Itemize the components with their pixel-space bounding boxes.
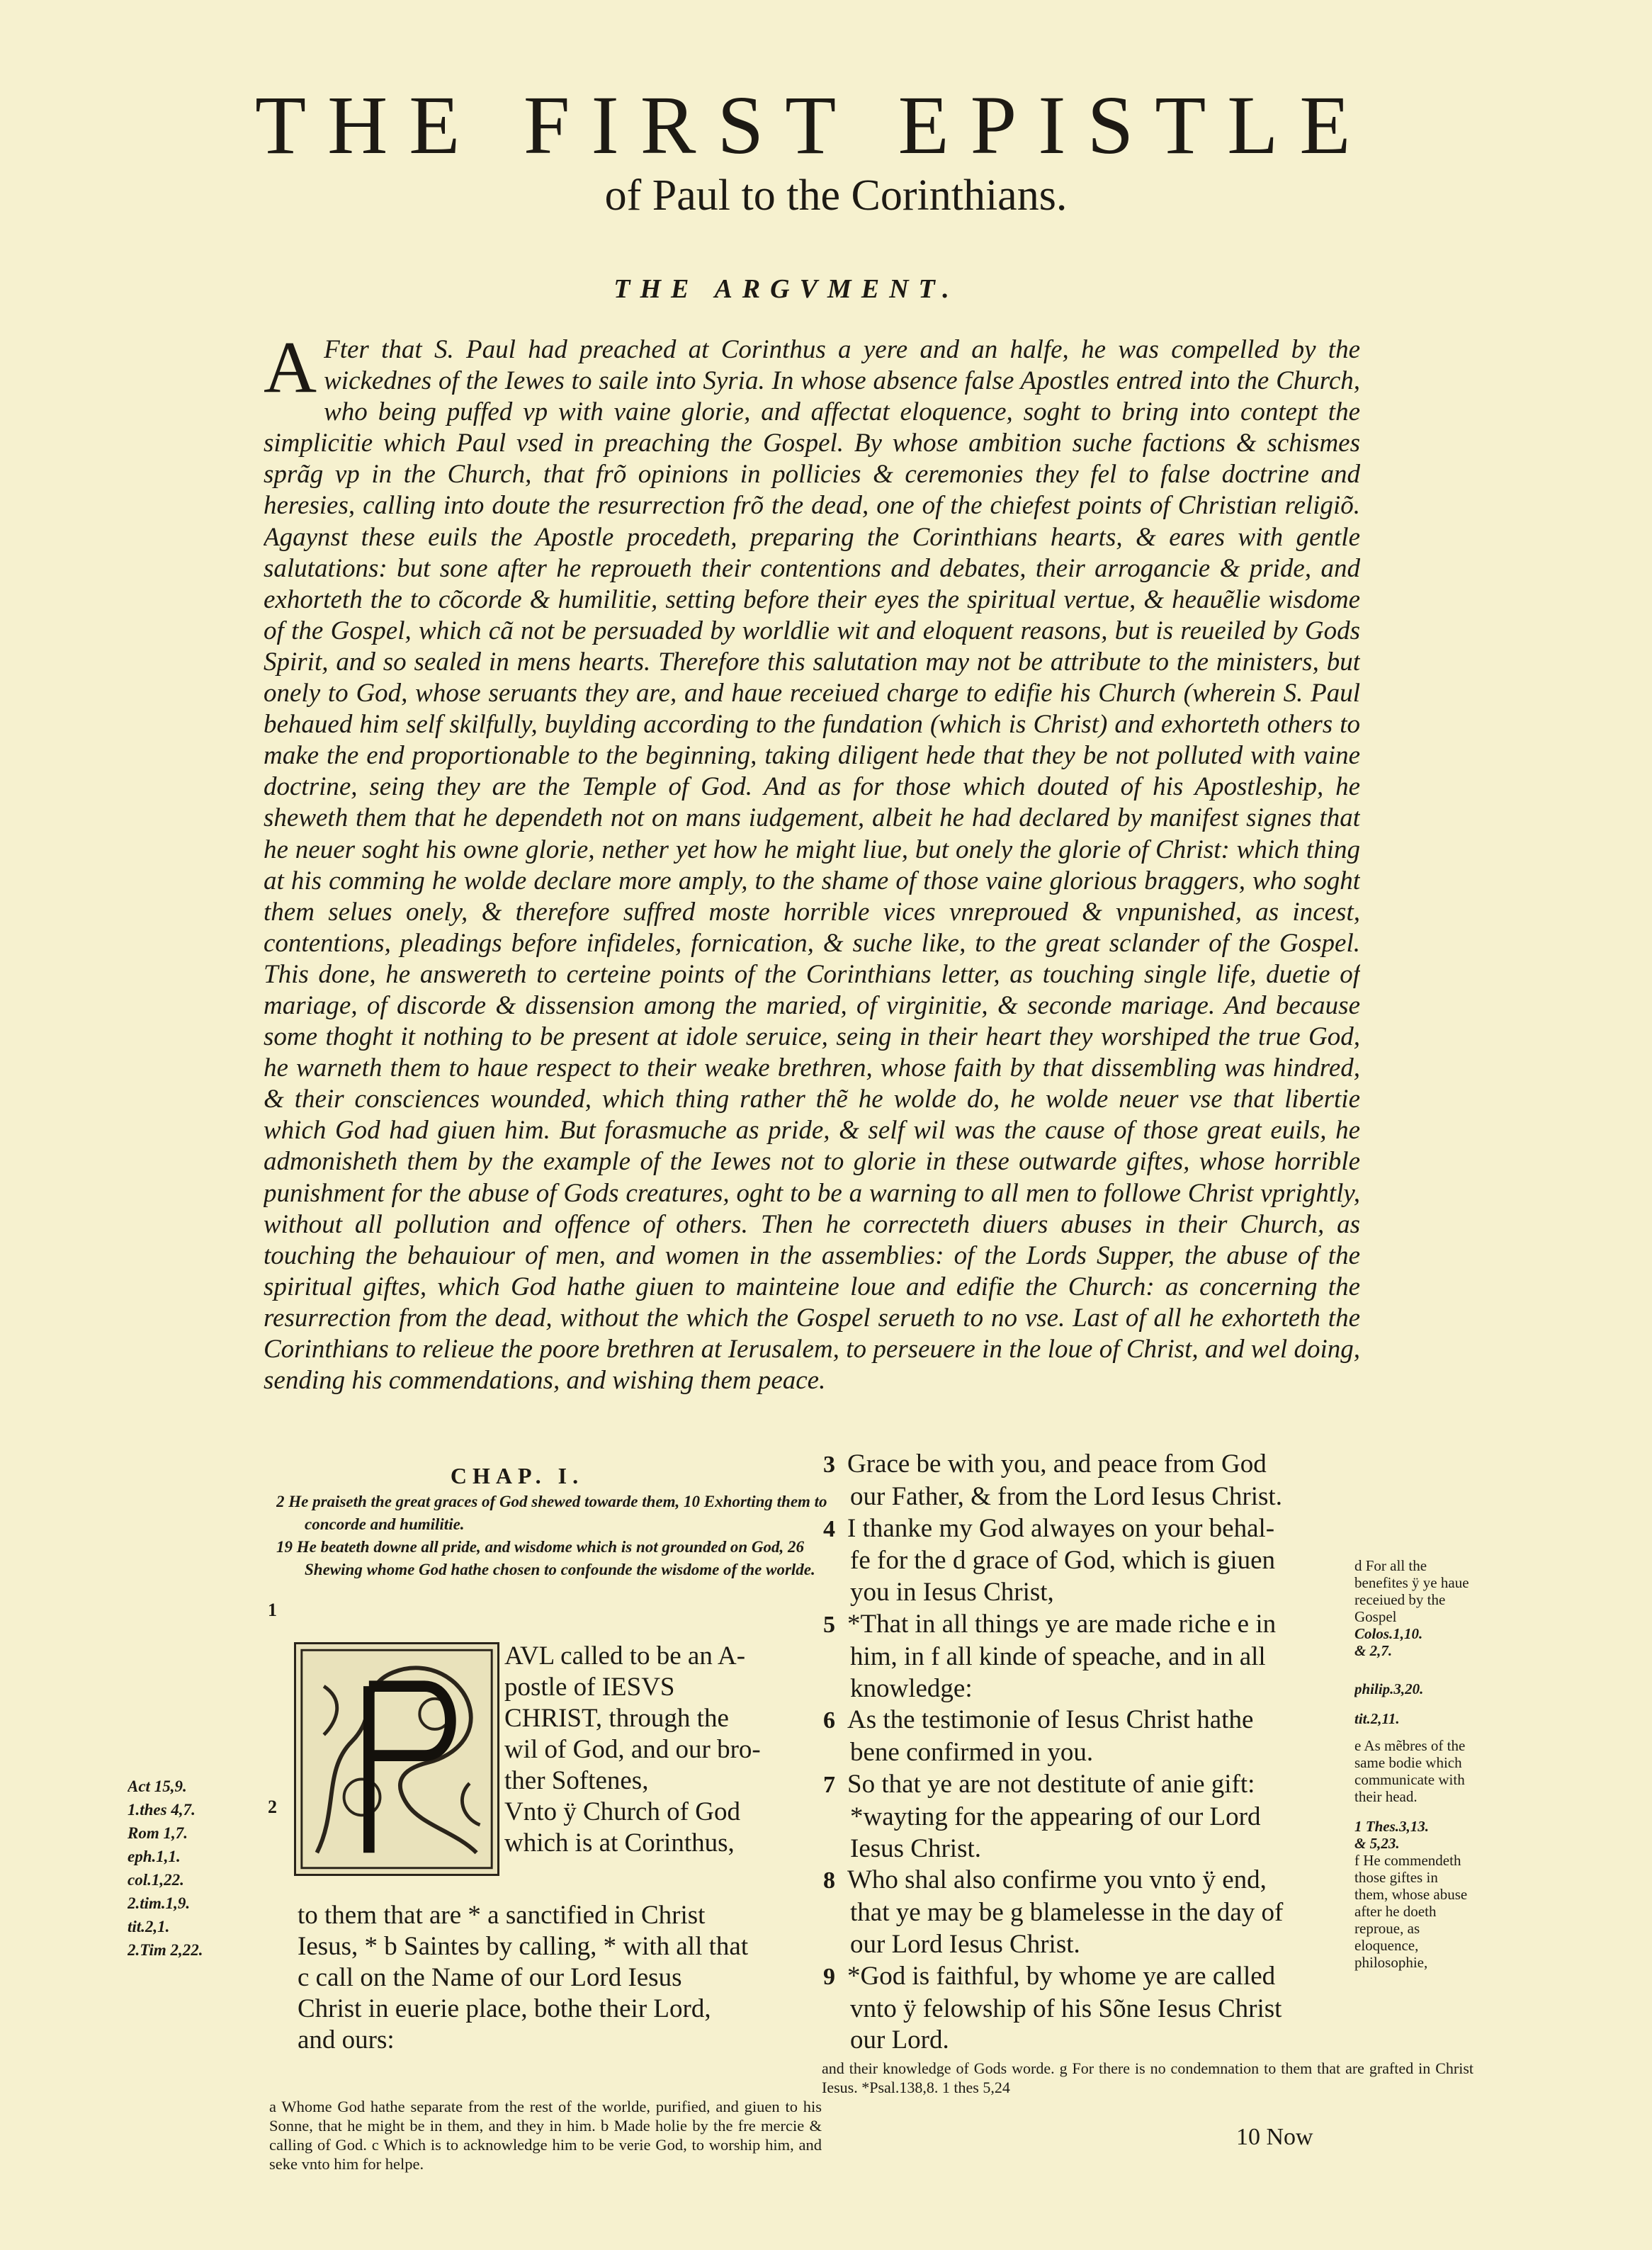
verse-line: Vnto ÿ Church of God xyxy=(504,1797,740,1826)
verse-line: *God is faithful, by whome ye are called xyxy=(847,1961,1276,1991)
catchword: 10 Now xyxy=(1236,2124,1313,2150)
verse-line: that ye may be g blamelesse in the day of xyxy=(850,1898,1284,1928)
verse-line: *That in all things ye are made riche e in xyxy=(847,1609,1277,1639)
verse-line: our Lord Iesus Christ. xyxy=(850,1929,1080,1959)
verse-line: AVL called to be an A- xyxy=(504,1641,746,1670)
verse-line: him, in f all kinde of speache, and in all xyxy=(850,1641,1266,1671)
margin-reference: tit.2,1. xyxy=(128,1918,170,1935)
verse-number: 8 xyxy=(823,1867,835,1894)
argument-paragraph xyxy=(264,334,1360,1404)
verse-8 xyxy=(822,1865,1354,1960)
verse-line: I thanke my God alwayes on your behal- xyxy=(847,1513,1275,1543)
verse-line: bene confirmed in you. xyxy=(850,1738,1094,1768)
verse-line: wil of God, and our bro- xyxy=(504,1735,761,1764)
verse-number: 1 xyxy=(268,1600,277,1620)
verse-line: So that ye are not destitute of anie gift: xyxy=(847,1769,1255,1799)
margin-reference: 1 Thes.3,13. xyxy=(1354,1818,1429,1835)
verse-3 xyxy=(822,1449,1354,1513)
argument-initial: A xyxy=(264,334,317,408)
verse-line: our Lord. xyxy=(850,2025,949,2055)
verse-line: you in Iesus Christ, xyxy=(850,1578,1054,1607)
margin-reference: tit.2,11. xyxy=(1354,1710,1400,1727)
margin-reference: philip.3,20. xyxy=(1354,1680,1424,1697)
margin-reference: eph.1,1. xyxy=(128,1848,181,1865)
margin-reference: Act 15,9. xyxy=(128,1777,187,1795)
verse-number: 9 xyxy=(823,1963,835,1990)
left-footnote: a Whome God hathe separate from the rest of the worlde, purified, and giuen to his Sonne, that he might be in them, and they in him. b Made holie by the fre mercie & calling of God. c Which is to acknowledge him to be verie God, to worship him, and seke vnto him for helpe. xyxy=(269,2098,822,2173)
verse-line: fe for the d grace of God, which is giuen xyxy=(850,1546,1276,1576)
verse-4 xyxy=(822,1513,1354,1609)
verse-line: ther Softenes, xyxy=(504,1766,649,1795)
page-title: THE FIRST EPISTLE xyxy=(255,79,1372,171)
verse-line: our Father, & from the Lord Iesus Christ. xyxy=(850,1481,1282,1511)
verse-line: CHRIST, through the xyxy=(504,1704,729,1733)
margin-reference: & 2,7. xyxy=(1354,1642,1393,1659)
argument-text: Fter that S. Paul had preached at Corinthus a yere and an halfe, he was compelled by the wickednes of the Iewes to saile into Syria. In whose absence false Apostles entred into the Church, who being puffed vp with vaine glorie, and affectat eloquence, soght to bring into contept the simplicitie which Paul vsed in preaching the Gospel. By whose ambition suche factions & schismes sprãg vp in the Church, that frõ opinions in pollicies & ceremonies they fel to false doctrine and heresies, calling into doute the resurrection frõ the dead, one of the chiefest points of Christian religiõ. Agaynst these euils the Apostle procedeth, preparing the Corinthians hearts, & eares with gentle salutations: but sone after he reproueth their contentions and debates, their arrogancie & pride, and exhorteth the to cõcorde & humilitie, setting before their eyes the spiritual vertue, & heauẽlie wisdome of the Gospel, which cã not be persuaded by worldlie wit and eloquent reasons, but is reueiled by Gods Spirit, and so sealed in mens hearts. Therefore this salutation may not be attribute to the ministers, but onely to God, whose seruants they are, and haue receiued charge to edifie his Church (wherein S. Paul behaued him self skilfully, buylding according to the fundation (which is Christ) and exhorteth others to make the end proportionable to the beginning, taking diligent hede that they be not polluted with vaine doctrine, seing they are the Temple of God. And as for those which douted of his Apostleship, he sheweth them that he dependeth not on mans iudgement, albeit he had declared by manifest signes that he neuer soght his owne glorie, nether yet how he might liue, but onely the glorie of Christ: which thing at his comming he wolde declare more amply, to the shame of those vaine glorious braggers, who soght them selues onely, & therefore suffred moste horrible vices vnreproued & vnpunished, as incest, contentions, pleadings before infideles, fornication, & suche like, to the great sclander of the Gospel. This done, he answereth to certeine points of the Corinthians letter, as touching single life, duetie of mariage, of discorde & dissension among the maried, of virginitie, & seconde mariage. And because some thoght it nothing to be present at idole seruice, seing in their heart they worshiped the true God, he warneth them to haue respect to their weake brethren, whose faith by that dissembling was hindred, & their consciences wounded, which thing rather thẽ he wolde do, he wolde neuer vse that libertie which God had giuen him. But forasmuche as pride, & self wil was the cause of those great euils, he admonisheth them by the example of the Iewes not to glorie in these outwarde giftes, whose horrible punishment for the abuse of Gods creatures, oght to be a warning to all men to followe Christ vprightly, without all pollution and offence of others. Then he correcteth diuers abuses in their Church, as touching the behauiour of men, and women in the assemblies: of the Lords Supper, the abuse of the spiritual giftes, which God hathe giuen to mainteine loue and edifie the Church: as concerning the resurrection from the dead, without the which the Gospel serueth to no vse. Last of all he exhorteth the Corinthians to relieue the poore brethren at Ierusalem, to perseuere in the loue of Christ, and wel doing, sending his commendations, and wishing them peace. xyxy=(264,335,1360,1396)
verse-5 xyxy=(822,1609,1354,1705)
argument-heading: THE ARGVMENT. xyxy=(613,274,959,304)
verse-9 xyxy=(822,1961,1354,2057)
right-column-verses xyxy=(822,1449,1354,2093)
margin-reference: col.1,22. xyxy=(128,1871,184,1889)
verse-line: c call on the Name of our Lord Iesus xyxy=(298,1963,682,1992)
verse-2-text xyxy=(298,1900,836,2098)
chapter-heading: CHAP. I. xyxy=(450,1463,584,1488)
verse-line: As the testimonie of Iesus Christ hathe xyxy=(847,1705,1254,1735)
margin-reference: 2.tim.1,9. xyxy=(128,1894,191,1912)
ornament-icon xyxy=(296,1644,497,1874)
verse-number: 3 xyxy=(823,1452,835,1478)
verse-line: to them that are * a sanctified in Christ xyxy=(298,1901,706,1930)
verse-line: knowledge: xyxy=(850,1673,973,1703)
chapter-summary-line: 19 He beateth downe all pride, and wisdome which is not grounded on God, 26 Shewing whome God hathe chosen to confounde the wisdome of the worlde. xyxy=(276,1538,815,1578)
verse-line: postle of IESVS xyxy=(504,1673,675,1702)
verse-line: Who shal also confirme you vnto ÿ end, xyxy=(847,1865,1267,1895)
verse-number: 6 xyxy=(823,1707,835,1734)
verse-line: which is at Corinthus, xyxy=(504,1828,735,1858)
verse-7 xyxy=(822,1769,1354,1865)
verse-number: 2 xyxy=(268,1797,277,1817)
verse-line: Christ in euerie place, bothe their Lord, xyxy=(298,1994,711,2023)
chapter-summary-line: 2 He praiseth the great graces of God shewed towarde them, 10 Exhorting them to concorde and humilitie. xyxy=(276,1493,827,1533)
page-subtitle: of Paul to the Corinthians. xyxy=(604,171,1068,220)
margin-note: f He commendeth those giftes in them, whose abuse after he doeth reproue, as eloquence, philosophie, xyxy=(1354,1852,1468,1971)
verse-line: *wayting for the appearing of our Lord xyxy=(850,1802,1261,1831)
left-margin-references xyxy=(128,1775,269,2108)
verse-line: and ours: xyxy=(298,2025,395,2054)
right-margin-notes xyxy=(1354,1557,1475,2067)
verse-number: 5 xyxy=(823,1611,835,1638)
margin-note: d For all the benefites ÿ ye haue receiued by the Gospel xyxy=(1354,1557,1469,1625)
right-footnote: and their knowledge of Gods worde. g For there is no condemnation to them that are grafted in Christ Iesus. *Psal.138,8. 1 thes 5,24 xyxy=(822,2059,1473,2096)
margin-note: e As mẽbres of the same bodie which communicate with their head. xyxy=(1354,1737,1466,1805)
margin-reference: Colos.1,10. xyxy=(1354,1625,1423,1642)
verse-1-text xyxy=(504,1641,837,1903)
margin-reference: & 5,23. xyxy=(1354,1835,1400,1852)
margin-reference: Rom 1,7. xyxy=(128,1824,188,1842)
verse-number: 4 xyxy=(823,1515,835,1542)
verse-line: Iesus Christ. xyxy=(850,1833,981,1863)
verse-line: Iesus, * b Saintes by calling, * with all that xyxy=(298,1932,749,1961)
verse-line: vnto ÿ felowship of his Sõne Iesus Christ xyxy=(850,1994,1282,2023)
decorated-initial-image xyxy=(294,1642,499,1876)
margin-reference: 1.thes 4,7. xyxy=(128,1801,196,1819)
margin-reference: 2.Tim 2,22. xyxy=(128,1941,203,1959)
verse-number: 7 xyxy=(823,1771,835,1798)
verse-6 xyxy=(822,1705,1354,1769)
verse-line: Grace be with you, and peace from God xyxy=(847,1449,1267,1479)
